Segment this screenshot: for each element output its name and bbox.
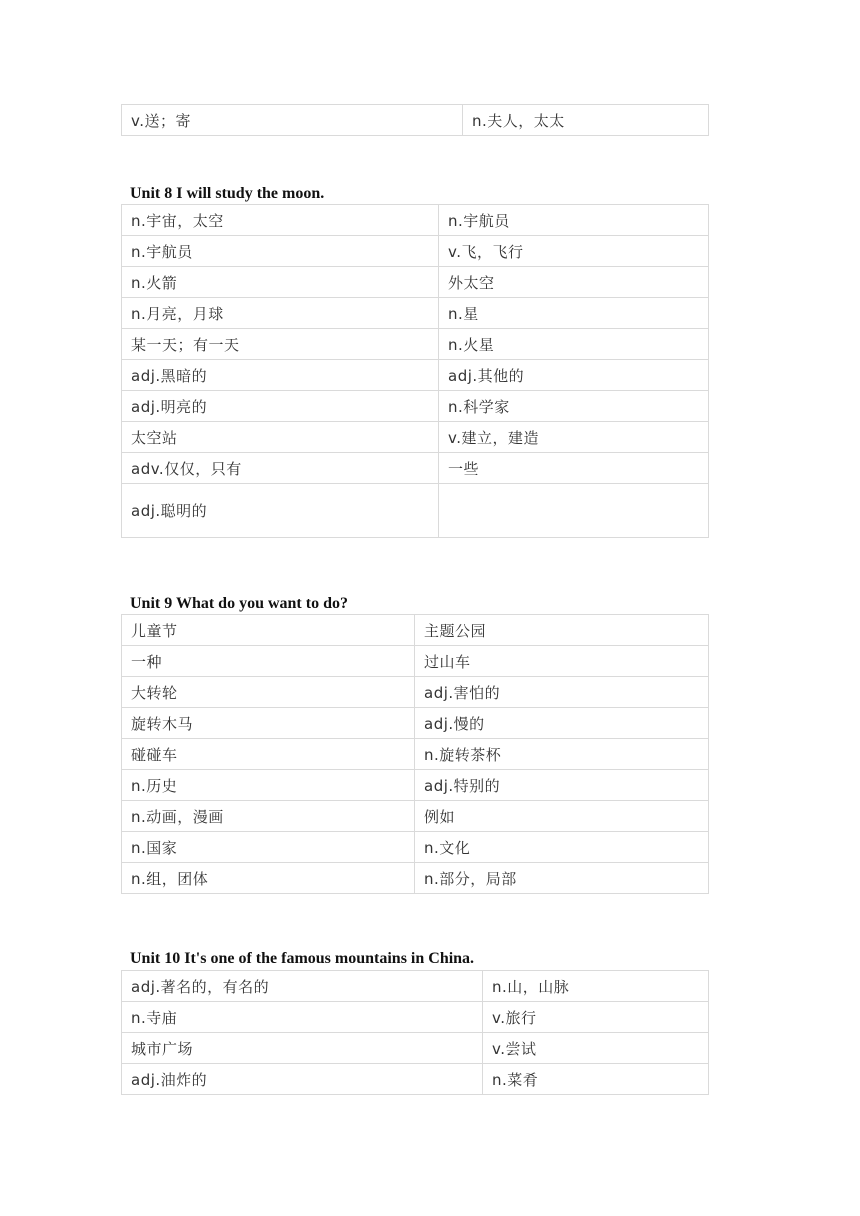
vocab-cell: n.山，山脉 [483,971,709,1002]
vocab-cell: n.菜肴 [483,1064,709,1095]
vocab-cell: 外太空 [439,267,709,298]
vocab-cell: 碰碰车 [122,739,415,770]
vocab-cell: 儿童节 [122,615,415,646]
vocab-cell: n.历史 [122,770,415,801]
table-row [122,708,709,739]
vocab-cell: 太空站 [122,422,439,453]
unit-8-vocab-table [121,204,709,538]
table-row [122,971,709,1002]
vocab-cell: 旋转木马 [122,708,415,739]
table-row [122,236,709,267]
table-row [122,1064,709,1095]
vocab-cell: n.动画，漫画 [122,801,415,832]
vocab-cell: v.飞，飞行 [439,236,709,267]
table-row [122,267,709,298]
top-vocab-table [121,104,709,136]
vocab-cell: n.火箭 [122,267,439,298]
vocab-cell: adj.特别的 [415,770,709,801]
unit-10-block [121,970,708,1095]
vocab-cell: v.送；寄 [122,105,463,136]
table-row [122,739,709,770]
vocab-cell: v.尝试 [483,1033,709,1064]
table-row [122,105,709,136]
table-row [122,453,709,484]
vocab-cell: n.宇航员 [122,236,439,267]
table-row [122,205,709,236]
unit-8-block [121,204,708,538]
vocab-cell: adv.仅仅，只有 [122,453,439,484]
vocab-cell: v.建立，建造 [439,422,709,453]
vocab-cell: adj.著名的，有名的 [122,971,483,1002]
table-row [122,298,709,329]
vocab-cell [439,484,709,538]
table-row [122,484,709,538]
vocab-cell: 过山车 [415,646,709,677]
table-row [122,832,709,863]
unit-8-title: Unit 8 I will study the moon. [130,185,325,202]
vocab-cell: 一些 [439,453,709,484]
vocab-cell: n.寺庙 [122,1002,483,1033]
vocab-cell: adj.慢的 [415,708,709,739]
vocab-cell: 某一天；有一天 [122,329,439,360]
vocab-cell: n.火星 [439,329,709,360]
vocab-cell: adj.其他的 [439,360,709,391]
vocab-cell: adj.黑暗的 [122,360,439,391]
unit-9-block [121,614,708,894]
vocab-cell: n.月亮，月球 [122,298,439,329]
vocab-cell: adj.聪明的 [122,484,439,538]
unit-10-title: Unit 10 It's one of the famous mountains in China. [130,950,475,967]
table-row [122,770,709,801]
vocab-cell: n.宇宙，太空 [122,205,439,236]
vocab-cell: adj.明亮的 [122,391,439,422]
table-row [122,646,709,677]
vocab-cell: n.星 [439,298,709,329]
vocab-cell: n.宇航员 [439,205,709,236]
vocab-cell: n.国家 [122,832,415,863]
unit-9-title: Unit 9 What do you want to do? [130,595,348,612]
table-row [122,801,709,832]
vocab-cell: adj.油炸的 [122,1064,483,1095]
vocab-cell: 例如 [415,801,709,832]
table-row [122,360,709,391]
vocab-cell: 城市广场 [122,1033,483,1064]
table-row [122,422,709,453]
vocab-cell: 主题公园 [415,615,709,646]
table-row [122,615,709,646]
unit-9-vocab-table [121,614,709,894]
table-row [122,329,709,360]
top-vocab-block [121,104,708,136]
vocab-cell: n.文化 [415,832,709,863]
table-row [122,863,709,894]
vocab-cell: n.旋转茶杯 [415,739,709,770]
vocab-cell: n.组，团体 [122,863,415,894]
vocab-cell: v.旅行 [483,1002,709,1033]
table-row [122,677,709,708]
table-row [122,1002,709,1033]
vocab-cell: adj.害怕的 [415,677,709,708]
table-row [122,1033,709,1064]
vocab-cell: 大转轮 [122,677,415,708]
table-row [122,391,709,422]
vocab-cell: 一种 [122,646,415,677]
vocab-cell: n.科学家 [439,391,709,422]
vocab-cell: n.夫人，太太 [463,105,709,136]
vocab-cell: n.部分，局部 [415,863,709,894]
unit-10-vocab-table [121,970,709,1095]
